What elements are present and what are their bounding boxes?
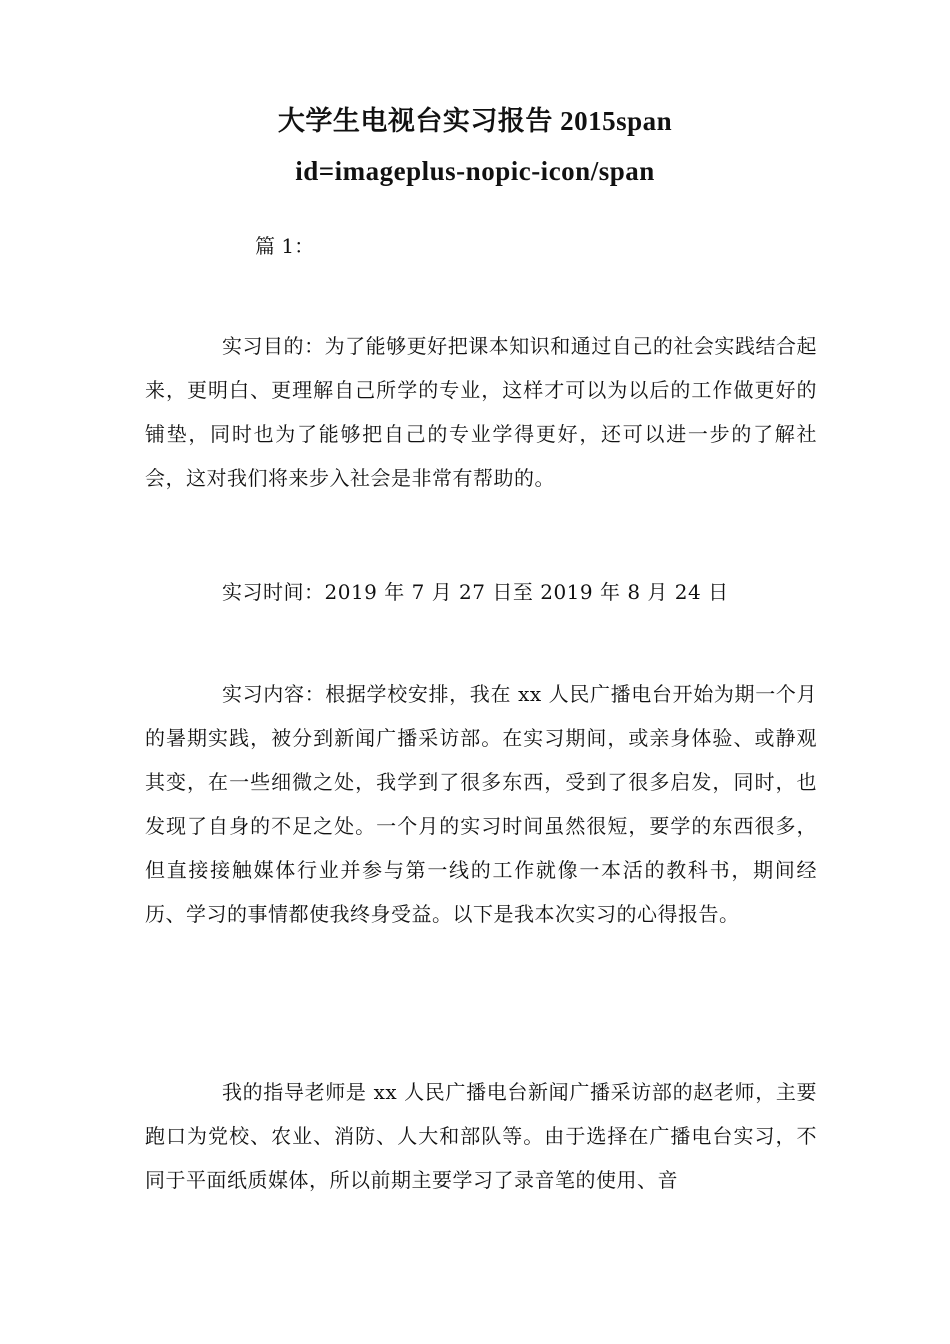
paragraph-period: 实习时间：2019 年 7 月 27 日至 2019 年 8 月 24 日 (222, 580, 729, 604)
document-title-line-1: 大学生电视台实习报告 2015span (277, 106, 673, 136)
paragraph-mentor: 我的指导老师是 xx 人民广播电台新闻广播采访部的赵老师，主要跑口为党校、农业、消防、人大和部队等。由于选择在广播电台实习，不同于平面纸质媒体，所以前期主要学习了录音笔的使用、音 (145, 1080, 817, 1192)
document-title (145, 96, 805, 196)
paragraph-purpose: 实习目的：为了能够更好把课本知识和通过自己的社会实践结合起来，更明白、更理解自己所学的专业，这样才可以为以后的工作做更好的铺垫，同时也为了能够把自己的专业学得更好，还可以进一步的了解社会，这对我们将来步入社会是非常有帮助的。 (145, 334, 817, 490)
section-marker: 篇 1： (255, 234, 315, 258)
paragraph-content: 实习内容：根据学校安排，我在 xx 人民广播电台开始为期一个月的暑期实践，被分到新闻广播采访部。在实习期间，或亲身体验、或静观其变，在一些细微之处，我学到了很多东西，受到了很多启发，同时，也发现了自身的不足之处。一个月的实习时间虽然很短，要学的东西很多，但直接接触媒体行业并参与第一线的工作就像一本活的教科书，期间经历、学习的事情都使我终身受益。以下是我本次实习的心得报告。 (145, 682, 817, 926)
document-title-line-2: id=imageplus-nopic-icon/span (295, 156, 655, 186)
